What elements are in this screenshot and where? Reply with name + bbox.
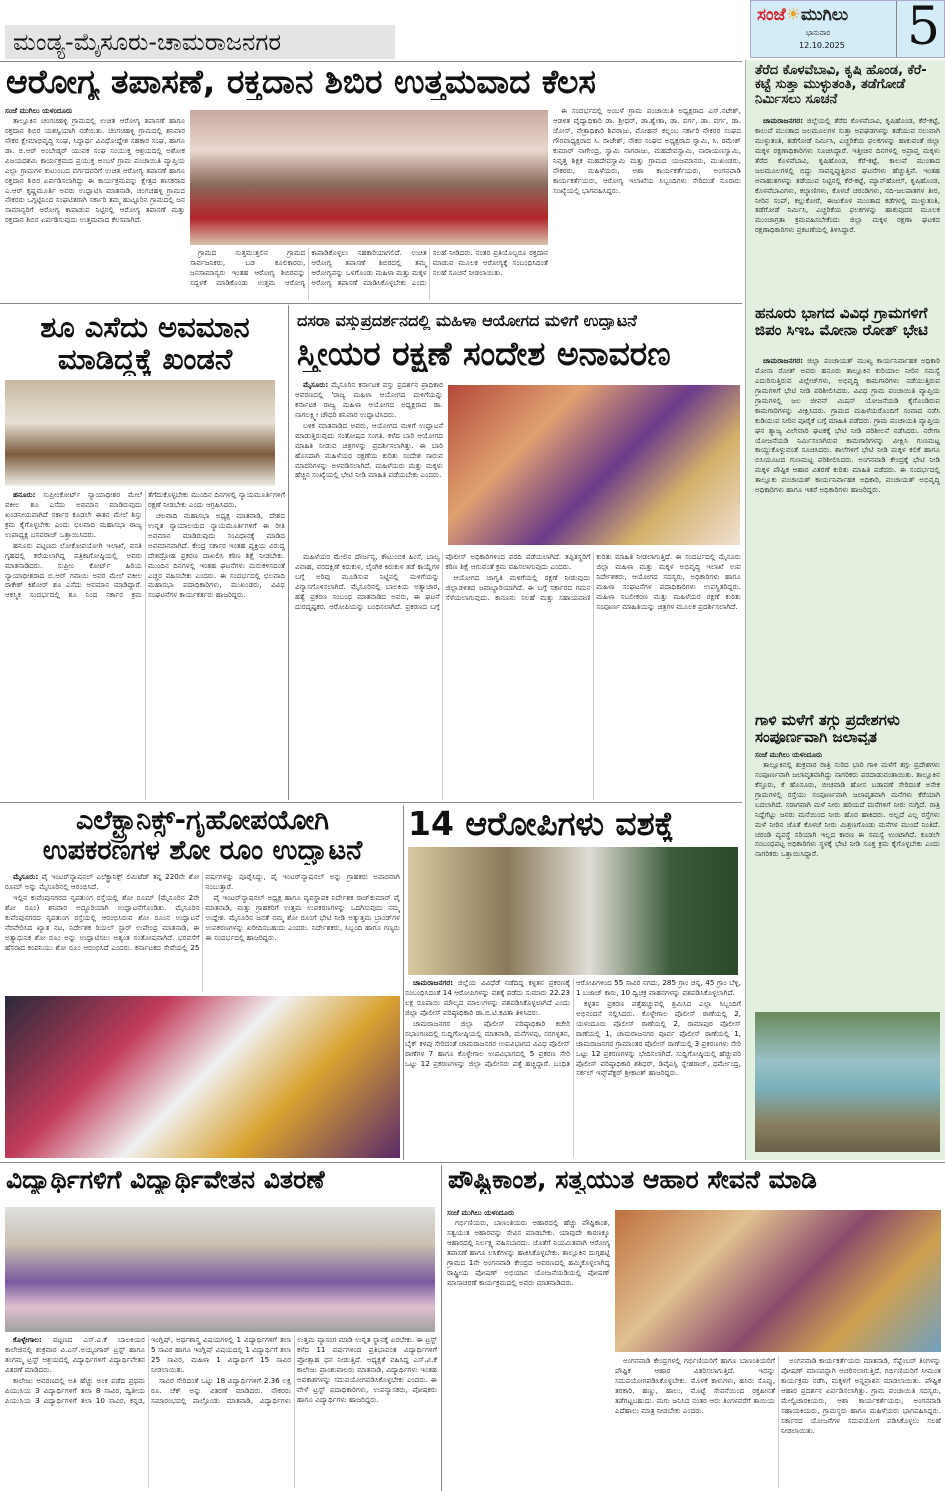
headline-shoe-protest xyxy=(15,312,275,376)
article-women-col2 xyxy=(295,552,741,800)
article-shoe-protest xyxy=(5,490,285,800)
paragraph: ಆಯೋಗದ ಜಾಗೃತಿ ಮಳಿಗೆಯಲ್ಲಿ ರಕ್ಷಣೆ ನೀಡುವುದು ಜಿಲ್ಲಾಡಳಿತದ ಜವಾಬ್ದಾರಿಯಾಗಿದೆ. ಈ ಬಗ್ಗೆ ಸರ್ಕಾರದ ಗಮನ ಸೆಳೆಯಲಾಗುವುದು. ಕಾನೂನು ಸಲಹೆ ಮತ್ತು ಸಹಾಯವಾಣಿ ಕುರಿತು ಮಾಹಿತಿ ನೀಡಲಾಗುತ್ತಿದೆ. ಈ ಸಂದರ್ಭದಲ್ಲಿ ಮೈಸೂರು ಜಿಲ್ಲಾ ಮಹಿಳಾ ಮತ್ತು ಮಕ್ಕಳ ಅಭಿವೃದ್ಧಿ ಇಲಾಖೆ ಉಪ ನಿರ್ದೇಶಕರು, ಆಯೋಗದ ಸದಸ್ಯರು, ಅಧಿಕಾರಿಗಳು ಹಾಗೂ ಮಹಿಳಾ ಸಂಘಟನೆಗಳ ಪದಾಧಿಕಾರಿಗಳು ಉಪಸ್ಥಿತರಿದ್ದರು. ಮಹಿಳಾ ಸಬಲೀಕರಣ ಮತ್ತು ಮಹಿಳೆಯರ ರಕ್ಷಣೆ ಕುರಿತು ಸಂಪೂರ್ಣ ಮಾಹಿತಿಯನ್ನು ಚಿತ್ರಗಳ ಮೂಲಕ ಪ್ರದರ್ಶಿಸಲಾಗಿದೆ. xyxy=(445,552,741,611)
dateline: ಹನೂರು: xyxy=(13,490,36,499)
dateline: ಚಾಮರಾಜನಗರ: xyxy=(413,978,454,987)
headline-showroom xyxy=(5,806,400,865)
article-health-camp-col3 xyxy=(553,106,741,301)
paragraph: ಹನೂರು ಪಟ್ಟಣದ ಲೋಕೋಪಯೋಗಿ ಇಲಾಖೆ, ವಸತಿ ಗೃಹದಲ್ಲಿ ಕರೆಯಲಾಗಿದ್ದ ಪತ್ರಿಕಾಗೋಷ್ಠಿಯಲ್ಲಿ ಅವರು ಮಾತನಾಡಿದರು. ಸುಪ್ರೀಂ ಕೋರ್ಟ್ ಹಿರಿಯ ನ್ಯಾಯಾಧೀಶರಾದ ಬಿ.ಆರ್ ಗವಾಯಿ ಅವರ ಮೇಲೆ ವಕೀಲ ರಾಕೇಶ್ ಕಿಶೋರ್ ಶೂ ಎಸೆದು ಅವಮಾನ ಮಾಡಿದ್ದಾರೆ. ಆಕಸ್ಮಿಕ ಸಂದರ್ಭದಲ್ಲಿ ಶೂ ನಿಂದ ಸರ್ಕಾರ ಕ್ರಮ ತೆಗೆದುಕೊಳ್ಳಬೇಕು ಮುಂದಿನ ದಿನಗಳಲ್ಲಿ ನ್ಯಾಯಮೂರ್ತಿಗಳಿಗೆ ರಕ್ಷಣೆ ನೀಡಬೇಕು ಎಂದು ಆಗ್ರಹಿಸಿದರು. xyxy=(5,490,285,600)
sun-icon: ☀ xyxy=(785,5,801,25)
article-women-col1 xyxy=(295,380,443,550)
page-number: 5 xyxy=(896,0,940,57)
headline-scholarship: ವಿದ್ಯಾರ್ಥಿಗಳಿಗೆ ವಿದ್ಯಾರ್ಥಿವೇತನ ವಿತರಣೆ xyxy=(6,1166,325,1194)
logo-part-b: ಮುಗಿಲು xyxy=(800,5,849,25)
paragraph: ಮಹಿಳೆಯರ ಮೇಲಿನ ದೌರ್ಜನ್ಯ, ಕೌಟುಂಬಿಕ ಹಿಂಸೆ, ಬಾಲ್ಯ ವಿವಾಹ, ವರದಕ್ಷಿಣೆ ಕಿರುಕುಳ, ಲೈಂಗಿಕ ಕಿರುಕುಳ ತಡೆ ಕಾಯ್ದೆಗಳ ಬಗ್ಗೆ ಅರಿವು ಮೂಡಿಸುವ ನಿಟ್ಟಿನಲ್ಲಿ ಮಳಿಗೆಯನ್ನು ವಿನ್ಯಾಸಗೊಳಿಸಲಾಗಿದೆ. ಮೈಸೂರಿನಲ್ಲಿ ಬಾಲಕಿಯ ಅತ್ಯಾಚಾರ, ಹತ್ಯೆ ಪ್ರಕರಣ ಸಂಬಂಧ ಮಾತನಾಡಿದ ಅವರು, ಈ ಘಟನೆ ದುರದೃಷ್ಟಕರ. ಆರೋಪಿಯನ್ನು ಬಂಧಿಸಲಾಗಿದೆ. ಪ್ರಕರಣದ ಬಗ್ಗೆ ಪೊಲೀಸ್ ಅಧಿಕಾರಿಗಳಿಂದ ವರದಿ ಪಡೆಯಲಾಗಿದೆ. ತಪ್ಪಿತಸ್ಥರಿಗೆ ಕಠಿಣ ಶಿಕ್ಷೆ ಆಗುವಂತೆ ಕ್ರಮ ವಹಿಸಲಾಗುವುದು ಎಂದರು. xyxy=(295,552,591,611)
weekday: ಭಾನುವಾರ xyxy=(806,29,831,37)
paragraph: ಕಾಲೇಜು ಆವರಣದಲ್ಲಿ ಅತಿ ಹೆಚ್ಚು ಅಂಕ ಪಡೆದ ಪ್ರಥಮ ಪಿಯುಸಿಯ 3 ವಿದ್ಯಾರ್ಥಿಗಳಿಗೆ ತಲಾ 8 ಸಾವಿರ, ದ್ವಿತೀಯ ಪಿಯುಸಿಯ 3 ವಿದ್ಯಾರ್ಥಿಗಳಿಗೆ ತಲಾ 10 ಸಾವಿರ, ಕನ್ನಡ, ಇಂಗ್ಲಿಷ್, ಅರ್ಥಶಾಸ್ತ್ರ ವಿಷಯಗಳಲ್ಲಿ 1 ವಿದ್ಯಾರ್ಥಿಗಳಿಗೆ ತಲಾ 5 ಸಾವಿರ ಹಾಗೂ ಇಂಗ್ಲಿಷ್ ವಿಷಯದಲ್ಲಿ 1 ವಿದ್ಯಾರ್ಥಿಗೆ ತಲಾ 25 ಸಾವಿರ, ಮಹಿಳಾ 1 ವಿದ್ಯಾರ್ಥಿಗೆ 15 ಸಾವಿರ ನೀಡಲಾಯಿತು. xyxy=(5,1335,291,1405)
issue-date: 12.10.2025 xyxy=(799,41,845,50)
photo-nutrition-event xyxy=(615,1210,941,1352)
paragraph: ಸಾವಿರ ಸೇರಿದಂತೆ ಒಟ್ಟು 18 ವಿದ್ಯಾರ್ಥಿಗಳಿಗೆ 2.36 ಲಕ್ಷ ರೂ. ಚೆಕ್ ಅನ್ನು ವಿತರಣೆ ಮಾಡಿದರು. ನೌಕರರು ಸಮಾರಂಭದಲ್ಲಿ ಪಾಲ್ಗೊಂಡು ಮಾತನಾಡಿ, ವಿದ್ಯಾರ್ಥಿಗಳು ಉತ್ತಮ ವ್ಯಾಸಂಗ ಮಾಡಿ ಉನ್ನತ ಸ್ಥಾನಕ್ಕೆ ಏರಬೇಕು. ಈ ಟ್ರಸ್ಟ್ ಕಳೆದ 11 ವರ್ಷಗಳಿಂದ ಪ್ರತಿಭಾವಂತ ವಿದ್ಯಾರ್ಥಿಗಳಿಗೆ ಪ್ರೋತ್ಸಾಹ ಧನ ನೀಡುತ್ತಿದೆ. ಅಧ್ಯಕ್ಷತೆ ವಹಿಸಿದ್ದ ಎಸ್.ವಿ.ಕೆ ಕಾಲೇಜು ಪ್ರಾಂಶುಪಾಲರು ಮಾತನಾಡಿ, ವಿದ್ಯಾರ್ಥಿಗಳು ಇಂತಹ ಅವಕಾಶಗಳನ್ನು ಸದುಪಯೋಗಪಡಿಸಿಕೊಳ್ಳಬೇಕು ಎಂದರು. ಈ ವೇಳೆ ಟ್ರಸ್ಟ್ ಪದಾಧಿಕಾರಿಗಳು, ಉಪನ್ಯಾಸಕರು, ಪೋಷಕರು ಹಾಗೂ ವಿದ್ಯಾರ್ಥಿಗಳು ಹಾಜರಿದ್ದರು. xyxy=(151,1335,437,1405)
photo-scholarship xyxy=(5,1207,435,1332)
paragraph: ಪೈ ಇಂಟರ್‌ನ್ಯಾಷನಲ್ ಎಲೆಕ್ಟ್ರಾನಿಕ್ಸ್ ಲಿಮಿಟೆಡ್ ತನ್ನ 220ನೇ ಶೋ ರೂಮ್ ಅನ್ನು ಮೈಸೂರಿನಲ್ಲಿ ಆರಂಭಿಸಿದೆ. xyxy=(5,872,200,891)
paragraph: ಬಳಿಕ ಮಾತನಾಡಿದ ಅವರು, ಆಯೋಗದ ಮಳಿಗೆ ಉದ್ಘಾಟನೆ ಮಾಡುತ್ತಿರುವುದು ಸಂತೋಷದ ಸಂಗತಿ. ಕಳೆದ ಬಾರಿ ಆಯೋಗದ ಮಾಹಿತಿ ನೀಡುವ ಚಿತ್ರಗಳನ್ನು ಪ್ರದರ್ಶಿಸಲಾಗಿತ್ತು. ಈ ಬಾರಿ ಹೊಸದಾಗಿ ಮಹಿಳೆಯರ ರಕ್ಷಣೆಯ ಕುರಿತು ಸಂದೇಶ ಸಾರುವ ಮಾದರಿಗಳನ್ನು ಅಳವಡಿಸಲಾಗಿದೆ. ಮಹಿಳೆಯರು ಮತ್ತು ಮಕ್ಕಳು ಹೆಚ್ಚಿನ ಸಂಖ್ಯೆಯಲ್ಲಿ ಭೇಟಿ ನೀಡಿ ಮಾಹಿತಿ ಪಡೆಯಬೇಕು ಎಂದರು. xyxy=(295,420,443,480)
headline-rain-flood: ಗಾಳಿ ಮಳೆಗೆ ತಗ್ಗು ಪ್ರದೇಶಗಳು ಸಂಪೂರ್ಣವಾಗಿ ಜಲಾವೃತ xyxy=(755,712,900,745)
headline-line: ಶೂ ಎಸೆದು ಅವಮಾನ xyxy=(40,312,250,344)
photo-showroom-inauguration xyxy=(5,996,400,1158)
headline-borewell: ತೆರೆದ ಕೊಳವೆಬಾವಿ, ಕೃಷಿ ಹೊಂಡ, ಕೆರೆ-ಕಟ್ಟೆ ಸುತ್ತಾ ಮುಳ್ಳುತಂತಿ, ತಡೆಗೋಡೆ ನಿರ್ಮಿಸಲು ಸೂಚನೆ xyxy=(755,64,927,107)
paragraph: ಗರ್ಭಿಣಿಯರು, ಬಾಣಂತಿಯರು ಆಹಾರದಲ್ಲಿ ಹೆಚ್ಚು ಪೌಷ್ಟಿಕಾಂಶ, ಸತ್ವಯುತ ಆಹಾರವನ್ನು ಸೇವಿಸ ಮಾಡಬೇಕು. ಯಾವುದೇ ಕಾರಣಕ್ಕೂ ಆಹಾರದಲ್ಲಿ ನಿರ್ಲಕ್ಷ್ಯ ವಹಿಸಬಾರದು. ಜೊತೆಗೆ ನಿಯಮಿತವಾಗಿ ಆರೋಗ್ಯ ತಪಾಸಣೆ ಹಾಗೂ ಲಸಿಕೆಗಳನ್ನು ಹಾಕಿಸಿಕೊಳ್ಳಬೇಕು. ತಾಲ್ಲೂಕಿನ ದುಗ್ಗಹಟ್ಟಿ ಗ್ರಾಮದ 1ನೇ ಅಂಗನವಾಡಿ ಕೇಂದ್ರದ ಆವರಣದಲ್ಲಿ ಹಮ್ಮಿಕೊಳ್ಳಲಾಗಿದ್ದ ರಾಷ್ಟ್ರೀಯ ಪೋಷಣ್ ಅಭಿಯಾನ ಯೋಜನೆಯಡಿಯಲ್ಲಿ ಪೋಷಣ್ ಮಾಸಾಚರಣೆ ಕಾರ್ಯಕ್ರಮದಲ್ಲಿ ಅವರು ಮಾತನಾಡಿದರು. xyxy=(447,1217,610,1287)
divider xyxy=(403,805,404,1160)
dateline: ಚಾಮರಾಜನಗರ: xyxy=(763,356,804,365)
headline-arrests: 14 ಆರೋಪಿಗಳು ವಶಕ್ಕೆ xyxy=(408,806,675,843)
divider xyxy=(441,1165,442,1491)
paragraph: ಕಳ್ಳತನ ಪ್ರಕರಣ ಪತ್ತೆಹಚ್ಚುವಲ್ಲಿ ಶ್ರಮಿಸಿದ ಎಲ್ಲಾ ಸಿಬ್ಬಂದಿಗೆ ಅಭಿನಂದನೆ ಸಲ್ಲಿಸಿದರು. ಕೊಳ್ಳೇಗಾಲ ಪೊಲೀಸ್ ಠಾಣೆಯಲ್ಲಿ 2, ಯಳಂದೂರು ಪೊಲೀಸ್ ಠಾಣೆಯಲ್ಲಿ 2, ರಾಮಾಪುರ ಪೊಲೀಸ್ ಠಾಣೆಯಲ್ಲಿ 1, ಚಾಮರಾಜನಗರ ಪೂರ್ವ ಪೊಲೀಸ್ ಠಾಣೆಯಲ್ಲಿ 1, ಚಾಮರಾಜನಗರ ಗ್ರಾಮಾಂತರ ಪೊಲೀಸ್ ಠಾಣೆಯಲ್ಲಿ 3 ಪ್ರಕರಣಗಳು ಸೇರಿ ಒಟ್ಟು 12 ಪ್ರಕರಣಗಳನ್ನು ಭೇದಿಸಲಾಗಿದೆ. ಸುದ್ದಿಗೋಷ್ಠಿಯಲ್ಲಿ ಹೆಚ್ಚುವರಿ ಪೊಲೀಸ್ ವರಿಷ್ಠಾಧಿಕಾರಿ ಶಶಿಧರ್, ಡಿವೈಎಸ್ಪಿ ಸ್ನೇಹರಾಜ್, ಧರ್ಮೇಂದ್ರ, ಸರ್ಕಲ್ ಇನ್ಸ್‌ಪೆಕ್ಟರ್ ಶ್ರೀಕಾಂತ್ ಹಾಜರಿದ್ದರು. xyxy=(576,998,741,1078)
divider xyxy=(0,303,742,304)
dateline: ಮೈಸೂರು: xyxy=(13,872,39,881)
masthead xyxy=(750,0,945,58)
paragraph: ತಾಲ್ಲೂಕಿನ ಚಂಗಚಹಳ್ಳಿ ಗ್ರಾಮದಲ್ಲಿ ಉಚಿತ ಆರೋಗ್ಯ ತಪಾಸಣೆ ಹಾಗೂ ರಕ್ತದಾನ ಶಿಬಿರ ಯಶಸ್ವಿಯಾಗಿ ನಡೆಯಿತು. ಚಂಗಚಹಳ್ಳಿ ಗ್ರಾಮದಲ್ಲಿ ಶನಿವಾರ ನೌಕರ ಕ್ಷೇಮಾಭಿವೃದ್ಧಿ ಸಂಘ, ಸಿದ್ಧಾರ್ಥ ವಿವಿಧೋದ್ದೇಶ ಸಹಕಾರ ಸಂಘ, ಹಾಗೂ ಡಾ. ಬಿ.ಆರ್ ಅಂಬೇಡ್ಕರ್ ಯುವಕ ಸಂಘ ಸಂಯುಕ್ತ ಆಶ್ರಯದಲ್ಲಿ ಅಶೋಕ ವಿಜಯದಶಮಿ ಕಾರ್ಯಕ್ರಮದ ಪ್ರಯುಕ್ತ ಅಂಬಳೆ ಗ್ರಾಮ ಪಂಚಾಯಿತಿ ವ್ಯಾಪ್ತಿಯ ಎಲ್ಲಾ ಗ್ರಾಮಗಳ ಕುಟುಂಬದ ವರ್ಗದವರಿಗೆ ಉಚಿತ ಆರೋಗ್ಯ ತಪಾಸಣೆ ಹಾಗೂ ರಕ್ತದಾನ ಶಿಬಿರ ಏರ್ಪಡಿಸಲಾಗಿದ್ದು ಈ ಕಾರ್ಯಕ್ರಮವನ್ನು ಕ್ಷೇತ್ರದ ಶಾಸಕರಾದ ಎ.ಆರ್ ಕೃಷ್ಣಮೂರ್ತಿ ಅವರು ಉದ್ಘಾಟಿಸಿ ಮಾತನಾಡಿ, ಚಂಗಚಹಳ್ಳಿ ಗ್ರಾಮದ ನೌಕರರು ಒಗ್ಗಟ್ಟಿನಿಂದ ಸಂಘಟಿತರಾಗಿ ಸರ್ಕಾರಿ ತಮ್ಮ ಹುಟ್ಟೂರಿನ ಗ್ರಾಮದಲ್ಲಿ ಜನ ಸಾಮಾನ್ಯರಿಗೆ ಆರೋಗ್ಯ ಕಾಪಾಡುವ ನಿಟ್ಟಿನಲ್ಲಿ ಆರೋಗ್ಯ ತಪಾಸಣೆ ಮತ್ತು ರಕ್ತದಾನ ಶಿಬಿರ ಏರ್ಪಡಿಸುವುದು ಉತ್ತಮವಾದ ಕೆಲಸವಾಗಿದೆ. xyxy=(5,115,185,225)
paragraph: ಸುಪ್ರೀಂಕೋರ್ಟ್ ನ್ಯಾಯಾಧೀಶರ ಮೇಲೆ ವಕೀಲ ಶೂ ಎಸೆದು ಅವಮಾನ ಮಾಡಿರುವುದು ಖಂಡನೀಯವಾಗಿದೆ ಸರ್ಕಾರ ಕೂಡಲೇ ಈತನ ಮೇಲೆ ಶಿಸ್ತು ಕ್ರಮ ಕೈಗೊಳ್ಳಬೇಕು ಎಂದು ಛಲವಾದಿ ಮಹಾಸಭಾ ರಾಜ್ಯ ಉಪಾಧ್ಯಕ್ಷ ಬಸವರಾಜ್ ಒತ್ತಾಯಿಸಿದರು. xyxy=(5,490,142,539)
divider xyxy=(0,1162,945,1163)
headline-women-protection: ಸ್ತ್ರೀಯರ ರಕ್ಷಣೆ ಸಂದೇಶ ಅನಾವರಣ xyxy=(297,336,671,373)
byline: ಸಂಜೆ ಮುಗಿಲು ಯಳಂದೂರು xyxy=(755,750,823,759)
divider xyxy=(288,305,289,800)
photo-health-camp xyxy=(190,110,548,245)
photo-seized-items xyxy=(408,847,738,975)
dateline: ಮೈಸೂರು: xyxy=(303,380,329,389)
photo-women-stall xyxy=(448,385,740,545)
paragraph: ಗ್ರಾಮದ ಸುತ್ತಮುತ್ತಲಿನ ಗ್ರಾಮದ ಸಾರ್ವಜನಿಕರು, ಬಡ ಕೂಲಿಕಾರರು, ಜನಸಾಮಾನ್ಯರು ಇಂತಹ ಆರೋಗ್ಯ ಶಿಬಿರವನ್ನು ಸದ್ಬಳಕೆ ಮಾಡಿಕೊಂಡು ಉತ್ತಮ ಆರೋಗ್ಯ ಕಾಪಾಡಿಕೊಳ್ಳಲು ಸಹಕಾರಿಯಾಗಲಿದೆ. ಉಚಿತ ಆರೋಗ್ಯ ತಪಾಸಣೆ ಶಿಬಿರದಲ್ಲಿ ತಮ್ಮ ಆರೋಗ್ಯವನ್ನು ಒಳಗೊಂಡು ಮಹಿಳಾ ಮತ್ತು ಮಕ್ಕಳ ಆರೋಗ್ಯ ತಪಾಸಣೆ ಮಾಡಿಸಿಕೊಳ್ಳಬೇಕು ಎಂದು ಸಲಹೆ ನೀಡಿದರು. ನಂತರ ಪ್ರತಿಯೊಬ್ಬರೂ ರಕ್ತದಾನ ಮಾಡುವ ಮೂಲಕ ಆರೋಗ್ಯಕ್ಕೆ ಸಂಬಂಧಿಸಿದಂತೆ ಸಲಹೆ ಸೂಚನೆ ನೀಡಲಾಯಿತು. xyxy=(190,248,548,287)
article-nutrition-col2 xyxy=(615,1356,941,1488)
paragraph: ಚಾಮರಾಜನಗರ ಜಿಲ್ಲಾ ಪೊಲೀಸ್ ವರಿಷ್ಠಾಧಿಕಾರಿ ಕಚೇರಿ ಸಭಾಂಗಣದಲ್ಲಿ ಸುದ್ದಿಗೋಷ್ಠಿಯಲ್ಲಿ ಮಾತನಾಡಿ, ಮನೆಗಳವು, ಸರಗಳ್ಳತನ, ಬೈಕ್ ಕಳವು ಸೇರಿದಂತೆ ಚಾಮರಾಜನಗರ ಉಪವಿಭಾಗದ ವಿವಿಧ ಪೊಲೀಸ್ ಠಾಣೆಗಳ 7 ಹಾಗೂ ಕೊಳ್ಳೇಗಾಲ ಉಪವಿಭಾಗದಲ್ಲಿ 5 ಪ್ರಕರಣ ಸೇರಿ ಒಟ್ಟು 12 ಪ್ರಕರಣಗಳನ್ನು ಜಿಲ್ಲಾ ಪೊಲೀಸರು ಪತ್ತೆ ಹಚ್ಚಿದ್ದಾರೆ. ಬಂಧಿತ ಆರೋಪಿಗಳಿಂದ 55 ಸಾವಿರ ನಗದು, 285 ಗ್ರಾಂ ಚಿನ್ನ, 45 ಗ್ರಾಂ ಬೆಳ್ಳಿ, 1 ಬಜಾಜ್ ಕಾರು, 10 ದ್ವಿಚಕ್ರ ವಾಹನಗಳನ್ನು ವಶಪಡಿಸಿಕೊಳ್ಳಲಾಗಿದೆ. xyxy=(405,978,741,1068)
paragraph: ಚಲವಾದಿ ಮಹಾಸಭಾ ಅಧ್ಯಕ್ಷ ಮಾತನಾಡಿ, ದೇಶದ ಉನ್ನತ ನ್ಯಾಯಾಲಯದ ನ್ಯಾಯಮೂರ್ತಿಗಳಿಗೆ ಈ ರೀತಿ ಅವಮಾನ ಮಾಡಿರುವುದು ಸಂವಿಧಾನಕ್ಕೆ ಮಾಡಿದ ಅವಮಾನವಾಗಿದೆ. ಕೇಂದ್ರ ಸರ್ಕಾರ ಇಂತಹ ವ್ಯಕ್ತಿಯ ವಿರುದ್ಧ ದೇಶದ್ರೋಹ ಪ್ರಕರಣ ದಾಖಲಿಸಿ ಕಠಿಣ ಶಿಕ್ಷೆ ನೀಡಬೇಕು. ಮುಂದಿನ ದಿನಗಳಲ್ಲಿ ಇಂತಹ ಘಟನೆಗಳು ಮರುಕಳಿಸದಂತೆ ಎಚ್ಚರ ವಹಿಸಬೇಕು ಎಂದರು. ಈ ಸಂದರ್ಭದಲ್ಲಿ ಛಲವಾದಿ ಮಹಾಸಭಾ ಪದಾಧಿಕಾರಿಗಳು, ಮುಖಂಡರು, ವಿವಿಧ ಸಂಘಟನೆಗಳ ಕಾರ್ಯಕರ್ತರು ಹಾಜರಿದ್ದರು. xyxy=(148,510,285,600)
byline: ಸಂಜೆ ಮುಗಿಲು ಯಳಂದೂರು xyxy=(447,1208,515,1217)
article-arrests xyxy=(405,978,741,1158)
paragraph: ಅಂಗನವಾಡಿ ಕೇಂದ್ರಗಳಲ್ಲಿ ಗರ್ಭಿಣಿಯರಿಗೆ ಹಾಗೂ ಬಾಣಂತಿಯರಿಗೆ ಪೌಷ್ಟಿಕ ಆಹಾರ ವಿತರಿಸಲಾಗುತ್ತಿದೆ. ಇದನ್ನು ಸದುಪಯೋಗಪಡಿಸಿಕೊಳ್ಳಬೇಕು. ಮೊಳಕೆ ಕಾಳುಗಳು, ಹಸಿರು ಸೊಪ್ಪು, ತರಕಾರಿ, ಹಣ್ಣು, ಹಾಲು, ಮೊಟ್ಟೆ ಸೇವನೆಯಿಂದ ರಕ್ತಹೀನತೆ ತಡೆಗಟ್ಟಬಹುದು. ಮಗು ಜನಿಸಿದ ನಂತರ ಆರು ತಿಂಗಳವರೆಗೆ ತಾಯಿಯ ಎದೆಹಾಲು ಮಾತ್ರ ನೀಡಬೇಕು ಎಂದರು. xyxy=(615,1356,775,1415)
paragraph: ಪಟ್ಟಣದ ಎಸ್.ವಿ.ಕೆ ಬಾಲಕಿಯರ ಕಾಲೇಜಿನಲ್ಲಿ ಶುಕ್ರವಾರ ವಿ.ಎಸ್.ಅಯ್ಯಂಗಾರ್ ಟ್ರಸ್ಟ್ ಹಾಗೂ ತಂಗಮ್ಮ ಟ್ರಸ್ಟ್ ಆಶ್ರಯದಲ್ಲಿ ವಿದ್ಯಾರ್ಥಿಗಳಿಗೆ ವಿದ್ಯಾರ್ಥಿವೇತನ ವಿತರಣೆ ಮಾಡಿದರು. xyxy=(5,1335,145,1374)
headline-line: ಎಲೆಕ್ಟ್ರಾನಿಕ್ಸ್-ಗೃಹೋಪಯೋಗಿ xyxy=(75,806,330,836)
kicker-women-commission: ದಸರಾ ವಸ್ತುಪ್ರದರ್ಶನದಲ್ಲಿ ಮಹಿಳಾ ಆಯೋಗದ ಮಳಿಗೆ ಉದ್ಘಾಟನೆ xyxy=(297,312,637,330)
article-rain-flood xyxy=(755,750,940,1008)
logo xyxy=(757,5,848,25)
paragraph: ಅಂಗನವಾಡಿ ಕಾರ್ಯಕರ್ತೆಯರು ಮಾತನಾಡಿ, ಸೆಪ್ಟೆಂಬರ್ ತಿಂಗಳನ್ನು ಪೋಷಣ್ ಮಾಸವನ್ನಾಗಿ ಆಚರಿಸಲಾಗುತ್ತಿದೆ. ಗರ್ಭಿಣಿಯರಿಗೆ ಸೀಮಂತ ಕಾರ್ಯಕ್ರಮ ನಡೆಸಿ, ಮಕ್ಕಳಿಗೆ ಅನ್ನಪ್ರಾಶನ ಮಾಡಲಾಯಿತು. ಪೌಷ್ಟಿಕ ಆಹಾರ ಪ್ರದರ್ಶನ ಏರ್ಪಡಿಸಲಾಗಿತ್ತು. ಗ್ರಾಮ ಪಂಚಾಯಿತಿ ಸದಸ್ಯರು, ಮೇಲ್ವಿಚಾರಕಿಯರು, ಆಶಾ ಕಾರ್ಯಕರ್ತೆಯರು, ಅಂಗನವಾಡಿ ಸಹಾಯಕಿಯರು, ಗ್ರಾಮಸ್ಥರು ಹಾಗೂ ಮಹಿಳೆಯರು ಭಾಗವಹಿಸಿದ್ದರು. ಸರ್ಕಾರದ ಯೋಜನೆಗಳ ಸದುಪಯೋಗ ಪಡಿಸಿಕೊಳ್ಳಲು ಸಲಹೆ ನೀಡಲಾಯಿತು. xyxy=(781,1356,941,1435)
divider xyxy=(0,61,742,62)
dateline: ಕೊಳ್ಳೇಗಾಲ: xyxy=(13,1335,42,1344)
paragraph: ಈ ಸಂದರ್ಭದಲ್ಲಿ ಅಂಬಳೆ ಗ್ರಾಮ ಪಂಚಾಯಿತಿ ಅಧ್ಯಕ್ಷರಾದ ಎಸ್.ನಟೇಶ್, ಆಡಳಿತ ವೈದ್ಯಾಧಿಕಾರಿ ಡಾ. ಶ್ರೀಧರ್, ಡಾ.ಶ್ವೇತಾ, ಡಾ. ವರ್ಗ, ಡಾ. ವರ್ಗ, ಡಾ. ಜೋಸ್, ನೇತ್ರಾಧಿಕಾರಿ ಶಿವರಾಜು, ಮೋಹನ್ ಕಲ್ಲಂಬ ಸರ್ಕಾರಿ ನೌಕರರ ಸಂಘದ ಗೌರವಾಧ್ಯಕ್ಷರಾದ ಸಿ. ರಾಜೇಶ್, ನೌಕರ ಸಂಘದ ಅಧ್ಯಕ್ಷರಾದ ಸ್ವಾಮಿ, ಸಿ. ರಮೇಶ್ ಕುಮಾರ್ ನಾಗೇಂದ್ರ, ಸ್ವಾಮಿ ನಾಗರಾಜು, ಮಹದೇವಸ್ವಾಮಿ, ನಾರಾಯಣಸ್ವಾಮಿ, ನಿವೃತ್ತ ಶಿಕ್ಷಕ ಮಹದೇವಸ್ವಾಮಿ ಮತ್ತು ಗ್ರಾಮದ ಯಜಮಾನರು, ಮುಖಂಡರು, ನೌಕರರು, ಮಹಿಳೆಯರು, ಆಶಾ ಕಾರ್ಯಕರ್ತೆಯರು, ಅಂಗನವಾಡಿ ಕಾರ್ಯಕರ್ತೆಯರು, ಆರೋಗ್ಯ ಇಲಾಖೆಯ ಸಿಬ್ಬಂದಿಗಳು ಸೇರಿದಂತೆ ನೂರಾರು ಸಂಖ್ಯೆಯಲ್ಲಿ ಭಾಗವಹಿಸಿದ್ದರು. xyxy=(553,106,741,195)
dateline: ಚಾಮರಾಜನಗರ: xyxy=(763,116,804,125)
paragraph: ಪೈ ಇಂಟರ್‌ನ್ಯಾಷನಲ್ ಅಧ್ಯಕ್ಷ ಹಾಗೂ ವ್ಯವಸ್ಥಾಪಕ ನಿರ್ದೇಶಕ ರಾಜ್‌ಕುಮಾರ್ ಪೈ ಮಾತನಾಡಿ, ಮತ್ತು ಗ್ರಾಹಕರಿಗೆ ಉತ್ತಮ ಉಪಕರಣಗಳನ್ನು ಒದಗಿಸುವುದು ನಮ್ಮ ಉದ್ದೇಶ. ಮೈಸೂರಿನ ಜನತೆ ನಮ್ಮ ಶೋ ರೂಂಗೆ ಭೇಟಿ ನೀಡಿ ಅತ್ಯುತ್ತಮ ಬ್ರಾಂಡ್‌ಗಳ ಉಪಕರಣಗಳನ್ನು ಖರೀದಿಸಬಹುದು ಎಂದರು. ನಿರ್ದೇಶಕರು, ಸಿಬ್ಬಂದಿ ಹಾಗೂ ಗಣ್ಯರು ಈ ಸಂದರ್ಭದಲ್ಲಿ ಹಾಜರಿದ್ದರು. xyxy=(205,892,400,942)
paragraph: ಇಲ್ಲಿನ ಕುವೆಂಪುನಗರದ ನೃಪತುಂಗ ರಸ್ತೆಯಲ್ಲಿ ಶೋ ರೂಮ್ (ಮೈಸೂರಿನ 2ನೇ ಶೋ ರೂಂ) ಶನಿವಾರ ಅದ್ದೂರಿಯಾಗಿ ಉದ್ಘಾಟನೆಗೊಂಡಿತು. ಮೈಸೂರಿನ ಕುವೆಂಪುನಗರದ ನೃಪತುಂಗ ರಸ್ತೆಯಲ್ಲಿ ಆರಂಭಿಸಿರುವ ಶೋ ರೂಂನ ಉದ್ಘಾಟನೆ ನೆರವೇರಿಸಿದ ಖ್ಯಾತ ನಟ, ನಿರ್ದೇಶಕ ರಿಯಲ್ ಸ್ಟಾರ್ ಉಪೇಂದ್ರ ಮಾತನಾಡಿ, ಈ ಅತ್ಯಾಧುನಿಕ ಶೋ ರೂಂ ಅನ್ನು ಉದ್ಘಾಟಿಸಲು ಅತ್ಯಂತ ಸಂತೋಷವಾಗಿದೆ. ಭರವಸೆಗೆ ಹೆಸರಾದ ಕಂಪನಿಯು ಶೋ ರೂಂ ಆರಂಭಿಸಿದೆ ಎಂದರು. ಕರ್ನಾಟಕದ ಸೇವೆಯಲ್ಲಿ 25 ವರ್ಷಗಳನ್ನು ಪೂರೈಸಿದ್ದು, ಪೈ ಇಂಟರ್‌ನ್ಯಾಷನಲ್ ಅನ್ನು ಗ್ರಾಹಕರು ಅಪಾರವಾಗಿ ನಂಬುತ್ತಾರೆ. xyxy=(5,872,400,952)
article-borewell xyxy=(755,116,940,304)
paragraph: ತಾಲ್ಲೂಕಿನಲ್ಲಿ ಶುಕ್ರವಾರ ರಾತ್ರಿ ಸುರಿದ ಭಾರಿ ಗಾಳಿ ಮಳೆಗೆ ತಗ್ಗು ಪ್ರದೇಶಗಳು ಸಂಪೂರ್ಣವಾಗಿ ಜಲಾವೃತವಾಗಿದ್ದು ನಾಗರಿಕರು ಪರದಾಡುವಂತಾಯಿತು. ತಾಲ್ಲೂಕಿನ ಕೆಸ್ತೂರು, ಕೆ ಹೊಸೂರು, ಬೀಚವಾಡಿ ಹೋಸ ಬಡಾವಣೆ ಸೇರಿದಂತೆ ಅನೇಕ ಗ್ರಾಮಗಳಲ್ಲಿ ರಸ್ತೆಯು ಸಂಪೂರ್ಣವಾಗಿ ಜಲಾವೃತವಾಗಿ ಮನೆಗಳು ಕೆರೆಯಾಗಿ ಬದಲಾಗಿದೆ. ಸರಾಗವಾಗಿ ಮಳೆ ನೀರು ಹರಿಯದೆ ಮನೆಗಳಿಗೆ ನೀರು ನುಗ್ಗಿದೆ. ರಾತ್ರಿ ನಿದ್ದೆಗೆಟ್ಟು ಜನರು ಮನೆಯಿಂದ ನೀರು ಹೊರ ಹಾಕಿದರು. ಅಲ್ಲದೆ ಎಲ್ಲ ರಸ್ತೆಗಳು ಮಳೆ ನೀರಿನ ಜೊತೆ ಕೊಳಚೆ ನೀರು ಮಿಶ್ರಣಗೊಂಡು ಮನೆಗಳ ಮುಂದೆ ನಿಂತಿದೆ. ಚರಂಡಿ ವ್ಯವಸ್ಥೆ ಸರಿಯಾಗಿ ಇಲ್ಲದ ಕಾರಣ ಈ ಸಮಸ್ಯೆ ಉಂಟಾಗಿದೆ. ಕೂಡಲೇ ಸಂಬಂಧಪಟ್ಟ ಅಧಿಕಾರಿಗಳು ಸ್ಥಳಕ್ಕೆ ಭೇಟಿ ನೀಡಿ ಸೂಕ್ತ ಕ್ರಮ ಕೈಗೊಳ್ಳಬೇಕು ಎಂದು ನಾಗರಿಕರು ಒತ್ತಾಯಿಸಿದ್ದಾರೆ. xyxy=(755,759,940,859)
divider xyxy=(0,802,742,803)
headline-line: ಉಪಕರಣಗಳ ಶೋ ರೂಂ ಉದ್ಘಾಟನೆ xyxy=(42,834,363,866)
article-showroom xyxy=(5,872,400,992)
logo-part-a: ಸಂಜೆ xyxy=(757,5,786,25)
article-scholarship xyxy=(5,1335,437,1488)
headline-nutrition: ಪೌಷ್ಟಿಕಾಂಶ, ಸತ್ವಯುತ ಆಹಾರ ಸೇವನೆ ಮಾಡಿ xyxy=(448,1166,817,1194)
photo-press-meet xyxy=(5,380,275,486)
article-ceo-visit xyxy=(755,356,940,706)
headline-health-camp: ಆರೋಗ್ಯ ತಪಾಸಣೆ, ರಕ್ತದಾನ ಶಿಬಿರ ಉತ್ತಮವಾದ ಕೆಲಸ xyxy=(6,64,596,101)
paragraph: ಜಿಲ್ಲೆಯಲ್ಲಿ ತೆರೆದ ಕೊಳವೆಬಾವಿ, ಕೃಷಿಹೊಂಡ, ಕೆರೆ-ಕಟ್ಟೆ, ಕಾಲುವೆ ಮುಂತಾದ ಜಲಮೂಲಗಳ ಸುತ್ತಾ ಅವಘಡಗಳನ್ನು ತಡೆಯುವ ಸಲುವಾಗಿ ಮುಳ್ಳುತಂತಿ, ತಡೆಗೋಡೆ ನಿರ್ಮಿಸಿ, ಎಚ್ಚರಿಕೆಯ ಫಲಕಗಳನ್ನು ಹಾಕುವಂತೆ ಜಿಲ್ಲಾ ಮಕ್ಕಳ ರಕ್ಷಣಾಧಿಕಾರಿಗಳು ಸೂಚಿಸಿದ್ದಾರೆ. ಇತ್ತೀಚಿನ ದಿನಗಳಲ್ಲಿ ಅಪ್ರಾಪ್ತ ಮಕ್ಕಳು ತೆರೆದ ಕೊಳವೆಬಾವಿ, ಕೃಷಿಹೊಂಡ, ಕೆರೆ-ಕಟ್ಟೆ, ಕಾಲುವೆ ಮುಂತಾದ ಜಲಮೂಲಗಳಲ್ಲಿ ಬಿದ್ದು ಸಾವನ್ನಪ್ಪುತ್ತಿರುವ ಘಟನೆಗಳು ಹೆಚ್ಚುತ್ತಿವೆ. ಇಂತಹ ಅನಾಹುತಗಳನ್ನು ತಡೆಯುವ ನಿಟ್ಟಿನಲ್ಲಿ ಕೆರೆ-ಕಟ್ಟೆ, ಮ್ಯಾನ್‌ಹೋಲ್, ಕೃಷಿಹೊಂಡ, ಕೊಳವೆಬಾವಿಗಳು, ಕಲ್ಯಾಣಿಗಳು, ಕೊಳಚೆ ಚರಂಡಿಗಳು, ನದಿ-ಜಲಪಾತಗಳ ತೀರ, ನೀರಿನ ಸಂಪ್, ಕಲ್ಲುಕೋರೆ, ಈಜುಕೊಳ ಮುಂತಾದ ಕಡೆಗಳಲ್ಲಿ ಮುಳ್ಳುತಂತಿ, ತಡೆಗೋಡೆ ನಿರ್ಮಿಸಿ, ಎಚ್ಚರಿಕೆಯ ಫಲಕಗಳನ್ನು ಹಾಕುವುದರ ಮೂಲಕ ಮುಂಜಾಗ್ರತಾ ಕ್ರಮವಹಿಸಬೇಕೆಂದು ಜಿಲ್ಲಾ ಮಕ್ಕಳ ರಕ್ಷಣಾ ಘಟಕದ ರಕ್ಷಣಾಧಿಕಾರಿಗಳು ಪ್ರಕಟಣೆಯಲ್ಲಿ ತಿಳಿಸಿದ್ದಾರೆ. xyxy=(755,116,940,235)
paragraph: ಜಿಲ್ಲಾ ಪಂಚಾಯತ್ ಮುಖ್ಯ ಕಾರ್ಯನಿರ್ವಾಹಕ ಅಧಿಕಾರಿ ಮೋನಾ ರೋತ್ ಅವರು ಹನೂರು ತಾಲ್ಲೂಕಿನ ಕುರಿಯಾಲ ನೀರಿನ ಸಮಸ್ಯೆ ಎದುರಿಸುತ್ತಿರುವ ವಿಲ್ಲೇಜ್‌ಗಳು, ಅಭಿವೃದ್ಧಿ ಕಾಮಗಾರಿಗಳು ನಡೆಯುತ್ತಿರುವ ಗ್ರಾಮಗಳಿಗೆ ಭೇಟಿ ನೀಡಿ ಪರಿಶೀಲಿಸಿದರು. ವಿವಿಧ ಗ್ರಾಮ ಪಂಚಾಯಿತಿ ವ್ಯಾಪ್ತಿಯ ಗ್ರಾಮಗಳಲ್ಲಿ ಜಲ ಜೀವನ್ ಮಿಷನ್ ಯೋಜನೆಯಡಿ ಕೈಗೊಂಡಿರುವ ಕಾಮಗಾರಿಗಳನ್ನು ವೀಕ್ಷಿಸಿದರು. ಗ್ರಾಮದ ಮಹಿಳೆಯರೊಂದಿಗೆ ಸಂವಾದ ನಡೆಸಿ ಕುಡಿಯುವ ನೀರಿನ ಪೂರೈಕೆ ಬಗ್ಗೆ ಮಾಹಿತಿ ಪಡೆದರು. ಗ್ರಾಮ ಪಂಚಾಯತಿ ವ್ಯಾಪ್ತಿಯ ಘನ ತ್ಯಾಜ್ಯ ವಿಲೇವಾರಿ ಘಟಕಕ್ಕೆ ಭೇಟಿ ನೀಡಿ ಪರಿಶೀಲನೆ ನಡೆಸಿದರು. ನರೇಗಾ ಯೋಜನೆಯಡಿ ನಿರ್ಮಿಸಲಾಗಿರುವ ಕಾಮಗಾರಿಗಳನ್ನು ವೀಕ್ಷಿಸಿ ಗುಣಮಟ್ಟ ಕಾಯ್ದುಕೊಳ್ಳುವಂತೆ ಸೂಚಿಸಿದರು. ಶಾಲೆಗಳಿಗೆ ಭೇಟಿ ನೀಡಿ ಮಕ್ಕಳ ಕಲಿಕೆ ಹಾಗೂ ಬಿಸಿಯೂಟದ ಗುಣಮಟ್ಟ ಪರಿಶೀಲಿಸಿದರು. ಅಂಗನವಾಡಿ ಕೇಂದ್ರಕ್ಕೆ ಭೇಟಿ ನೀಡಿ ಮಕ್ಕಳ ಪೌಷ್ಟಿಕ ಆಹಾರ ವಿತರಣೆ ಕುರಿತು ಮಾಹಿತಿ ಪಡೆದರು. ಈ ಸಂದರ್ಭದಲ್ಲಿ ತಾಲ್ಲೂಕು ಪಂಚಾಯತ್ ಕಾರ್ಯನಿರ್ವಾಹಕ ಅಧಿಕಾರಿ, ಪಂಚಾಯತ್ ಅಭಿವೃದ್ಧಿ ಅಧಿಕಾರಿಗಳು ಹಾಗೂ ಇತರೆ ಅಧಿಕಾರಿಗಳು ಹಾಜರಿದ್ದರು. xyxy=(755,356,940,495)
article-nutrition-col1 xyxy=(447,1208,610,1488)
article-health-camp-col1 xyxy=(5,106,185,301)
paragraph: ಜಿಲ್ಲೆಯ ವಿವಿಧೆಡೆ ನಡೆದಿದ್ದ ಕಳ್ಳತನ ಪ್ರಕರಣಕ್ಕೆ ಸಂಬಂಧಿಸಿದಂತೆ 14 ಆರೋಪಿಗಳನ್ನು ವಶಕ್ಕೆ ಪಡೆದು ಸುಮಾರು 22.23 ಲಕ್ಷ ರೂಪಾಯಿ ಮೌಲ್ಯದ ಮಾಲುಗಳನ್ನು ವಶಪಡಿಸಿಕೊಳ್ಳಲಾಗಿದೆ ಎಂದು ಜಿಲ್ಲಾ ಪೊಲೀಸ್ ವರಿಷ್ಠಾಧಿಕಾರಿ ಡಾ.ಬಿ.ಟಿ.ಕವಿತಾ ತಿಳಿಸಿದರು. xyxy=(405,978,570,1017)
headline-line: ಮಾಡಿದ್ದಕ್ಕೆ ಖಂಡನೆ xyxy=(57,341,233,376)
headline-ceo-visit: ಹನೂರು ಭಾಗದ ವಿವಿಧ ಗ್ರಾಮಗಳಿಗೆ ಜಿಪಂ ಸಿಇಒ ಮೋನಾ ರೋತ್ ಭೇಟಿ xyxy=(755,305,928,338)
article-health-camp-col2 xyxy=(190,248,548,300)
byline: ಸಂಜೆ ಮುಗಿಲು ಯಳಂದೂರು xyxy=(5,106,73,115)
photo-flooded-house xyxy=(755,1012,940,1152)
paragraph: ಮೈಸೂರಿನ ಕರ್ನಾಟಕ ವಸ್ತು ಪ್ರದರ್ಶನ ಪ್ರಾಧಿಕಾರ ಆವರಣದಲ್ಲಿ 'ರಾಜ್ಯ ಮಹಿಳಾ ಆಯೋಗದ ಮಳಿಗೆಯನ್ನು ಕರ್ನಾಟಕ ರಾಜ್ಯ ಮಹಿಳಾ ಆಯೋಗದ ಅಧ್ಯಕ್ಷರಾದ ಡಾ. ನಾಗಲಕ್ಷ್ಮೀ ಚೌಧರಿ ಶನಿವಾರ ಉದ್ಘಾಟಿಸಿದರು. xyxy=(295,380,443,419)
section-title: ಮಂಡ್ಯ-ಮೈಸೂರು-ಚಾಮರಾಜನಗರ xyxy=(5,25,395,59)
